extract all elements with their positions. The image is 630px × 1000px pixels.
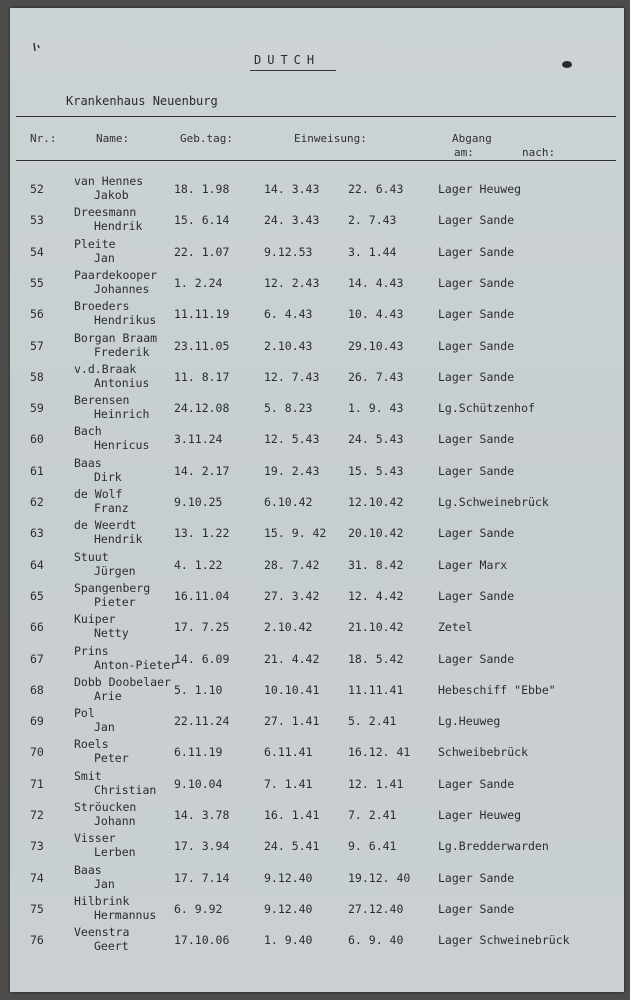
birth-date: 18. 1.98 xyxy=(174,182,230,196)
birth-date: 9.10.04 xyxy=(174,776,223,791)
surname: de Wolf xyxy=(74,487,123,501)
row-number: 65 xyxy=(30,588,44,603)
departure-date: 3. 1.44 xyxy=(348,244,397,259)
birth-date: 16.11.04 xyxy=(174,588,230,603)
row-number: 56 xyxy=(30,307,44,322)
admission-date: 15. 9. 42 xyxy=(264,526,327,541)
table-row xyxy=(10,205,624,236)
departure-date: 10. 4.43 xyxy=(348,307,404,322)
birth-date: 11.11.19 xyxy=(174,307,230,322)
given-name: Jan xyxy=(94,250,115,265)
departure-date: 14. 4.43 xyxy=(348,275,404,290)
given-name: Arie xyxy=(94,688,122,703)
given-name: Christian xyxy=(94,782,157,797)
table-row xyxy=(10,424,624,455)
admission-date: 6.10.42 xyxy=(264,495,313,509)
given-name: Jan xyxy=(94,876,115,891)
admission-date: 2.10.42 xyxy=(264,620,313,635)
surname: Visser xyxy=(74,831,116,846)
birth-date: 6. 9.92 xyxy=(174,901,223,916)
destination: Lager Sande xyxy=(438,432,515,447)
table-row xyxy=(10,550,624,581)
hospital-name: Krankenhaus Neuenburg xyxy=(66,94,218,108)
given-name: Hendrik xyxy=(94,532,143,547)
birth-date: 14. 3.78 xyxy=(174,808,230,822)
departure-date: 12. 4.42 xyxy=(348,588,404,603)
admission-date: 24. 3.43 xyxy=(264,213,320,228)
given-name: Lerben xyxy=(94,845,136,860)
row-number: 62 xyxy=(30,495,44,509)
surname: Broeders xyxy=(74,299,130,314)
given-name: Hermannus xyxy=(94,907,157,922)
table-row xyxy=(10,737,624,768)
departure-date: 27.12.40 xyxy=(348,901,404,916)
destination: Lager Sande xyxy=(438,275,515,290)
birth-date: 5. 1.10 xyxy=(174,682,223,697)
departure-date: 11.11.41 xyxy=(348,682,404,697)
admission-date: 6. 4.43 xyxy=(264,307,313,322)
destination: Lg.Schützenhof xyxy=(438,401,535,416)
destination: Lager Sande xyxy=(438,338,515,353)
departure-date: 19.12. 40 xyxy=(348,870,411,885)
given-name: Jürgen xyxy=(94,563,136,578)
departure-date: 12. 1.41 xyxy=(348,776,404,791)
header-departure-date: am: xyxy=(454,146,474,159)
admission-date: 2.10.43 xyxy=(264,338,313,353)
table-row xyxy=(10,863,624,894)
table-row xyxy=(10,518,624,549)
birth-date: 14. 6.09 xyxy=(174,651,230,666)
destination: Lg.Heuweg xyxy=(438,714,501,729)
given-name: Jakob xyxy=(94,188,129,202)
destination: Lager Sande xyxy=(438,213,515,228)
row-number: 68 xyxy=(30,682,44,697)
departure-date: 15. 5.43 xyxy=(348,463,404,478)
destination: Lager Sande xyxy=(438,526,515,541)
birth-date: 23.11.05 xyxy=(174,338,230,353)
birth-date: 22. 1.07 xyxy=(174,244,230,259)
destination: Lager Heuweg xyxy=(438,808,522,822)
admission-date: 28. 7.42 xyxy=(264,557,320,572)
birth-date: 17. 7.14 xyxy=(174,870,230,885)
ink-spot xyxy=(562,61,572,68)
birth-date: 15. 6.14 xyxy=(174,213,230,228)
departure-date: 7. 2.41 xyxy=(348,808,397,822)
given-name: Jan xyxy=(94,720,115,735)
destination: Lg.Bredderwarden xyxy=(438,839,549,854)
row-number: 53 xyxy=(30,213,44,228)
destination: Lager Sande xyxy=(438,651,515,666)
table-row xyxy=(10,393,624,424)
birth-date: 4. 1.22 xyxy=(174,557,223,572)
birth-date: 1. 2.24 xyxy=(174,275,223,290)
table-row xyxy=(10,894,624,925)
admission-date: 9.12.40 xyxy=(264,870,313,885)
destination: Hebeschiff "Ebbe" xyxy=(438,682,556,697)
title-underline xyxy=(250,70,336,71)
surname: Roels xyxy=(74,737,109,752)
table-row xyxy=(10,831,624,862)
row-number: 69 xyxy=(30,714,44,729)
row-number: 61 xyxy=(30,463,44,478)
row-number: 58 xyxy=(30,369,44,384)
surname: Baas xyxy=(74,455,102,470)
given-name: Hendrik xyxy=(94,219,143,234)
birth-date: 22.11.24 xyxy=(174,714,230,729)
admission-date: 14. 3.43 xyxy=(264,182,320,196)
admission-date: 12. 2.43 xyxy=(264,275,320,290)
row-number: 63 xyxy=(30,526,44,541)
row-number: 74 xyxy=(30,870,44,885)
admission-date: 12. 7.43 xyxy=(264,369,320,384)
table-row xyxy=(10,237,624,268)
surname: Pleite xyxy=(74,236,116,251)
birth-date: 17. 3.94 xyxy=(174,839,230,854)
ink-mark xyxy=(32,42,42,52)
row-number: 71 xyxy=(30,776,44,791)
table-row xyxy=(10,362,624,393)
destination: Lager Schweinebrück xyxy=(438,933,570,948)
departure-date: 21.10.42 xyxy=(348,620,404,635)
admission-date: 5. 8.23 xyxy=(264,401,313,416)
given-name: Heinrich xyxy=(94,407,150,422)
surname: Ströucken xyxy=(74,800,137,814)
given-name: Frederik xyxy=(94,344,150,359)
destination: Lager Sande xyxy=(438,588,515,603)
admission-date: 6.11.41 xyxy=(264,745,313,760)
table-row xyxy=(10,706,624,737)
given-name: Anton-Pieter xyxy=(94,657,178,672)
birth-date: 6.11.19 xyxy=(174,745,223,760)
destination: Lager Sande xyxy=(438,244,515,259)
admission-date: 9.12.53 xyxy=(264,244,313,259)
surname: Spangenberg xyxy=(74,580,151,595)
table-row xyxy=(10,675,624,706)
surname: Stuut xyxy=(74,549,109,564)
destination: Lager Sande xyxy=(438,776,515,791)
row-number: 64 xyxy=(30,557,44,572)
admission-date: 9.12.40 xyxy=(264,901,313,916)
birth-date: 17. 7.25 xyxy=(174,620,230,635)
destination: Lager Heuweg xyxy=(438,182,522,196)
admission-date: 1. 9.40 xyxy=(264,933,313,948)
destination: Lg.Schweinebrück xyxy=(438,495,549,509)
table-row xyxy=(10,299,624,330)
row-number: 73 xyxy=(30,839,44,854)
destination: Lager Sande xyxy=(438,369,515,384)
destination: Lager Marx xyxy=(438,557,508,572)
table-row xyxy=(10,769,624,800)
row-number: 59 xyxy=(30,401,44,416)
row-number: 75 xyxy=(30,901,44,916)
surname: v.d.Braak xyxy=(74,361,137,376)
departure-date: 12.10.42 xyxy=(348,495,404,509)
given-name: Antonius xyxy=(94,375,150,390)
admission-date: 12. 5.43 xyxy=(264,432,320,447)
birth-date: 17.10.06 xyxy=(174,933,230,948)
header-top-rule xyxy=(16,116,616,117)
destination: Lager Sande xyxy=(438,901,515,916)
row-number: 76 xyxy=(30,933,44,948)
admission-date: 19. 2.43 xyxy=(264,463,320,478)
birth-date: 13. 1.22 xyxy=(174,526,230,541)
table-row xyxy=(10,800,624,831)
row-number: 57 xyxy=(30,338,44,353)
given-name: Geert xyxy=(94,939,129,954)
departure-date: 31. 8.42 xyxy=(348,557,404,572)
departure-date: 1. 9. 43 xyxy=(348,401,404,416)
given-name: Johannes xyxy=(94,281,150,296)
surname: Veenstra xyxy=(74,925,130,940)
row-number: 52 xyxy=(30,182,44,196)
document-title: DUTCH xyxy=(254,53,321,67)
departure-date: 2. 7.43 xyxy=(348,213,397,228)
header-name: Name: xyxy=(96,132,130,145)
surname: van Hennes xyxy=(74,174,144,188)
admission-date: 27. 1.41 xyxy=(264,714,320,729)
admission-date: 24. 5.41 xyxy=(264,839,320,854)
row-number: 72 xyxy=(30,808,44,822)
table-row xyxy=(10,612,624,643)
surname: Paardekooper xyxy=(74,267,158,282)
row-number: 67 xyxy=(30,651,44,666)
departure-date: 9. 6.41 xyxy=(348,839,397,854)
given-name: Henricus xyxy=(94,438,150,453)
given-name: Peter xyxy=(94,751,129,766)
table-row xyxy=(10,925,624,956)
header-admission: Einweisung: xyxy=(294,132,367,145)
birth-date: 9.10.25 xyxy=(174,495,223,509)
departure-date: 16.12. 41 xyxy=(348,745,411,760)
departure-date: 24. 5.43 xyxy=(348,432,404,447)
destination: Lager Sande xyxy=(438,307,515,322)
given-name: Dirk xyxy=(94,469,122,484)
given-name: Pieter xyxy=(94,594,136,609)
table-row xyxy=(10,268,624,299)
admission-date: 27. 3.42 xyxy=(264,588,320,603)
destination: Lager Sande xyxy=(438,870,515,885)
header-destination: nach: xyxy=(522,146,556,159)
header-birthdate: Geb.tag: xyxy=(180,132,233,145)
surname: Borgan Braam xyxy=(74,330,158,345)
row-number: 70 xyxy=(30,745,44,760)
document-page xyxy=(10,8,624,992)
table-row xyxy=(10,487,624,518)
row-number: 60 xyxy=(30,432,44,447)
header-nr: Nr.: xyxy=(30,132,57,145)
surname: Smit xyxy=(74,768,102,783)
admission-date: 21. 4.42 xyxy=(264,651,320,666)
destination: Schweibebrück xyxy=(438,745,529,760)
departure-date: 29.10.43 xyxy=(348,338,404,353)
header-departure: Abgang xyxy=(452,132,492,145)
header-bottom-rule xyxy=(16,160,616,161)
departure-date: 22. 6.43 xyxy=(348,182,404,196)
departure-date: 6. 9. 40 xyxy=(348,933,404,948)
departure-date: 5. 2.41 xyxy=(348,714,397,729)
row-number: 55 xyxy=(30,275,44,290)
destination: Zetel xyxy=(438,620,473,635)
table-row xyxy=(10,174,624,205)
surname: Bach xyxy=(74,424,102,439)
given-name: Hendrikus xyxy=(94,313,157,328)
row-number: 66 xyxy=(30,620,44,635)
departure-date: 20.10.42 xyxy=(348,526,404,541)
birth-date: 11. 8.17 xyxy=(174,369,230,384)
surname: Kuiper xyxy=(74,612,116,627)
birth-date: 14. 2.17 xyxy=(174,463,230,478)
table-row xyxy=(10,331,624,362)
birth-date: 24.12.08 xyxy=(174,401,230,416)
admission-date: 10.10.41 xyxy=(264,682,320,697)
given-name: Franz xyxy=(94,501,129,515)
surname: de Weerdt xyxy=(74,518,137,533)
birth-date: 3.11.24 xyxy=(174,432,223,447)
surname: Prins xyxy=(74,643,109,658)
admission-date: 7. 1.41 xyxy=(264,776,313,791)
surname: Baas xyxy=(74,862,102,877)
surname: Dreesmann xyxy=(74,205,137,220)
admission-date: 16. 1.41 xyxy=(264,808,320,822)
table-row xyxy=(10,456,624,487)
table-row xyxy=(10,644,624,675)
given-name: Netty xyxy=(94,626,129,641)
surname: Pol xyxy=(74,706,95,721)
departure-date: 18. 5.42 xyxy=(348,651,404,666)
departure-date: 26. 7.43 xyxy=(348,369,404,384)
given-name: Johann xyxy=(94,814,136,828)
surname: Berensen xyxy=(74,393,130,408)
surname: Hilbrink xyxy=(74,893,130,908)
table-row xyxy=(10,581,624,612)
surname: Dobb Doobelaer xyxy=(74,674,171,689)
destination: Lager Sande xyxy=(438,463,515,478)
row-number: 54 xyxy=(30,244,44,259)
